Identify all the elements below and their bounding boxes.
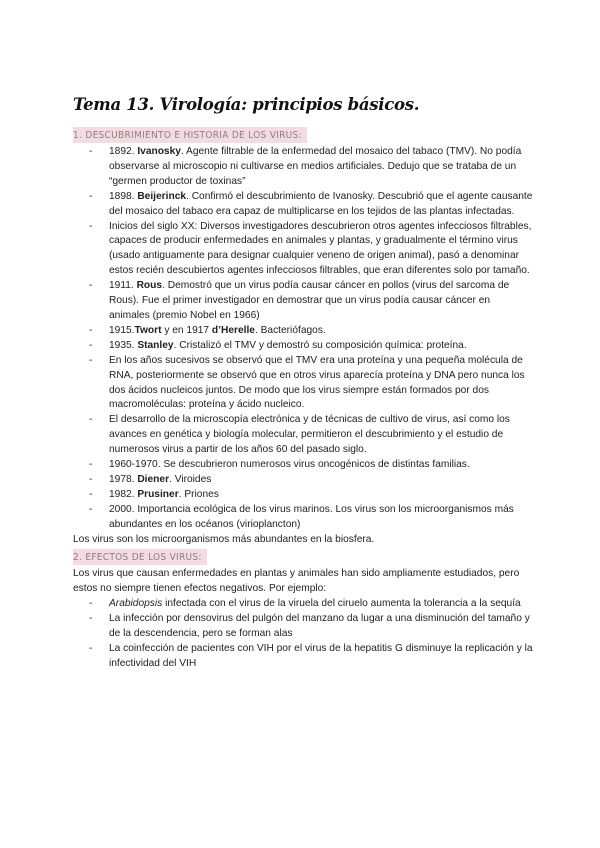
list-item: - 2000. Importancia ecológica de los virus marinos. Los virus son los microorganismos más abundantes en los océanos (virioplancton): [89, 503, 514, 530]
list-item: - 1911. Rous. Demostró que un virus podía causar cáncer en pollos (virus del sarcoma de Rous). Fue el primer investigador en demostrar que un virus podía causar cáncer en animales (premio Nobel en 1966): [89, 280, 510, 321]
list-item: - El desarrollo de la microscopía electrónica y de técnicas de cultivo de virus, así como los avances en genética y biología molecular, permitieron el descubrimiento y el estudio de numerosos virus a partir de los años 60 del pasado siglo.: [89, 414, 510, 456]
list-item: - 1892. Ivanosky. Agente filtrable de la enfermedad del mosaico del tabaco (TMV). No podía observarse al microscopio ni cultivarse en medios artificiales. Dedujo que se trataba de un “germen productor de toxinas”: [89, 146, 522, 187]
list-item: - 1935. Stanley. Cristalizó el TMV y demostró su composición química: proteína.: [89, 339, 467, 351]
section-2-heading: 2. EFECTOS DE LOS VIRUS:: [73, 549, 207, 565]
effects-list: [73, 597, 533, 672]
list-item: - 1898. Beijerinck. Confirmó el descubrimiento de Ivanosky. Descubrió que el agente causante del mosaico del tabaco era capaz de multiplicarse en los tejidos de las plantas infectadas.: [89, 190, 533, 217]
section-2: [73, 547, 533, 671]
section-2-intro: Los virus que causan enfermedades en plantas y animales han sido ampliamente estudiados, pero estos no siempre tienen efectos negativos. Por ejemplo:: [73, 568, 520, 595]
list-item: - Arabidopsis infectada con el virus de la viruela del ciruelo aumenta la tolerancia a la sequía: [89, 598, 521, 610]
list-item: - Inicios del siglo XX: Diversos investigadores descubrieron otros agentes infecciosos filtrables, capaces de producir enfermedades en animales y plantas, y gradualmente el término virus (usado antiguamente para designar cualquier veneno de origen animal), pasó a denominar estos recién descubiertos agentes infecciosos filtrables, que eran diferentes solo por tamaño.: [89, 220, 532, 277]
page-title: Tema 13. Virología: principios básicos.: [73, 95, 420, 114]
document-page: [73, 95, 533, 672]
section-1-heading: 1. DESCUBRIMIENTO E HISTORIA DE LOS VIRUS:: [73, 127, 307, 143]
list-item: - 1978. Diener. Viroides: [89, 473, 212, 485]
list-item: - En los años sucesivos se observó que el TMV era una proteína y una pequeña molécula de RNA, posteriormente se observó que en otros virus aparecía proteína y DNA pero nunca los dos ácidos nucleicos juntos. De modo que los virus siempre están formados por dos macromoléculas: proteína y ácido nucleico.: [89, 354, 525, 411]
list-item: - 1960-1970. Se descubrieron numerosos virus oncogénicos de distintas familias.: [89, 459, 470, 471]
history-list: [73, 145, 533, 533]
list-item: - La infección por densovirus del pulgón del manzano da lugar a una disminución del tamaño y de la descendencia, pero se forman alas: [89, 613, 530, 640]
list-item: - 1982. Prusiner. Priones: [89, 488, 219, 500]
list-item: - La coinfección de pacientes con VIH por el virus de la hepatitis G disminuye la replicación y la infectividad del VIH: [89, 643, 533, 669]
section-1: [73, 125, 533, 547]
list-item: - 1915.Twort y en 1917 d’Herelle. Bacteriófagos.: [89, 324, 326, 336]
section-1-closing: Los virus son los microorganismos más abundantes en la biosfera.: [73, 533, 375, 545]
